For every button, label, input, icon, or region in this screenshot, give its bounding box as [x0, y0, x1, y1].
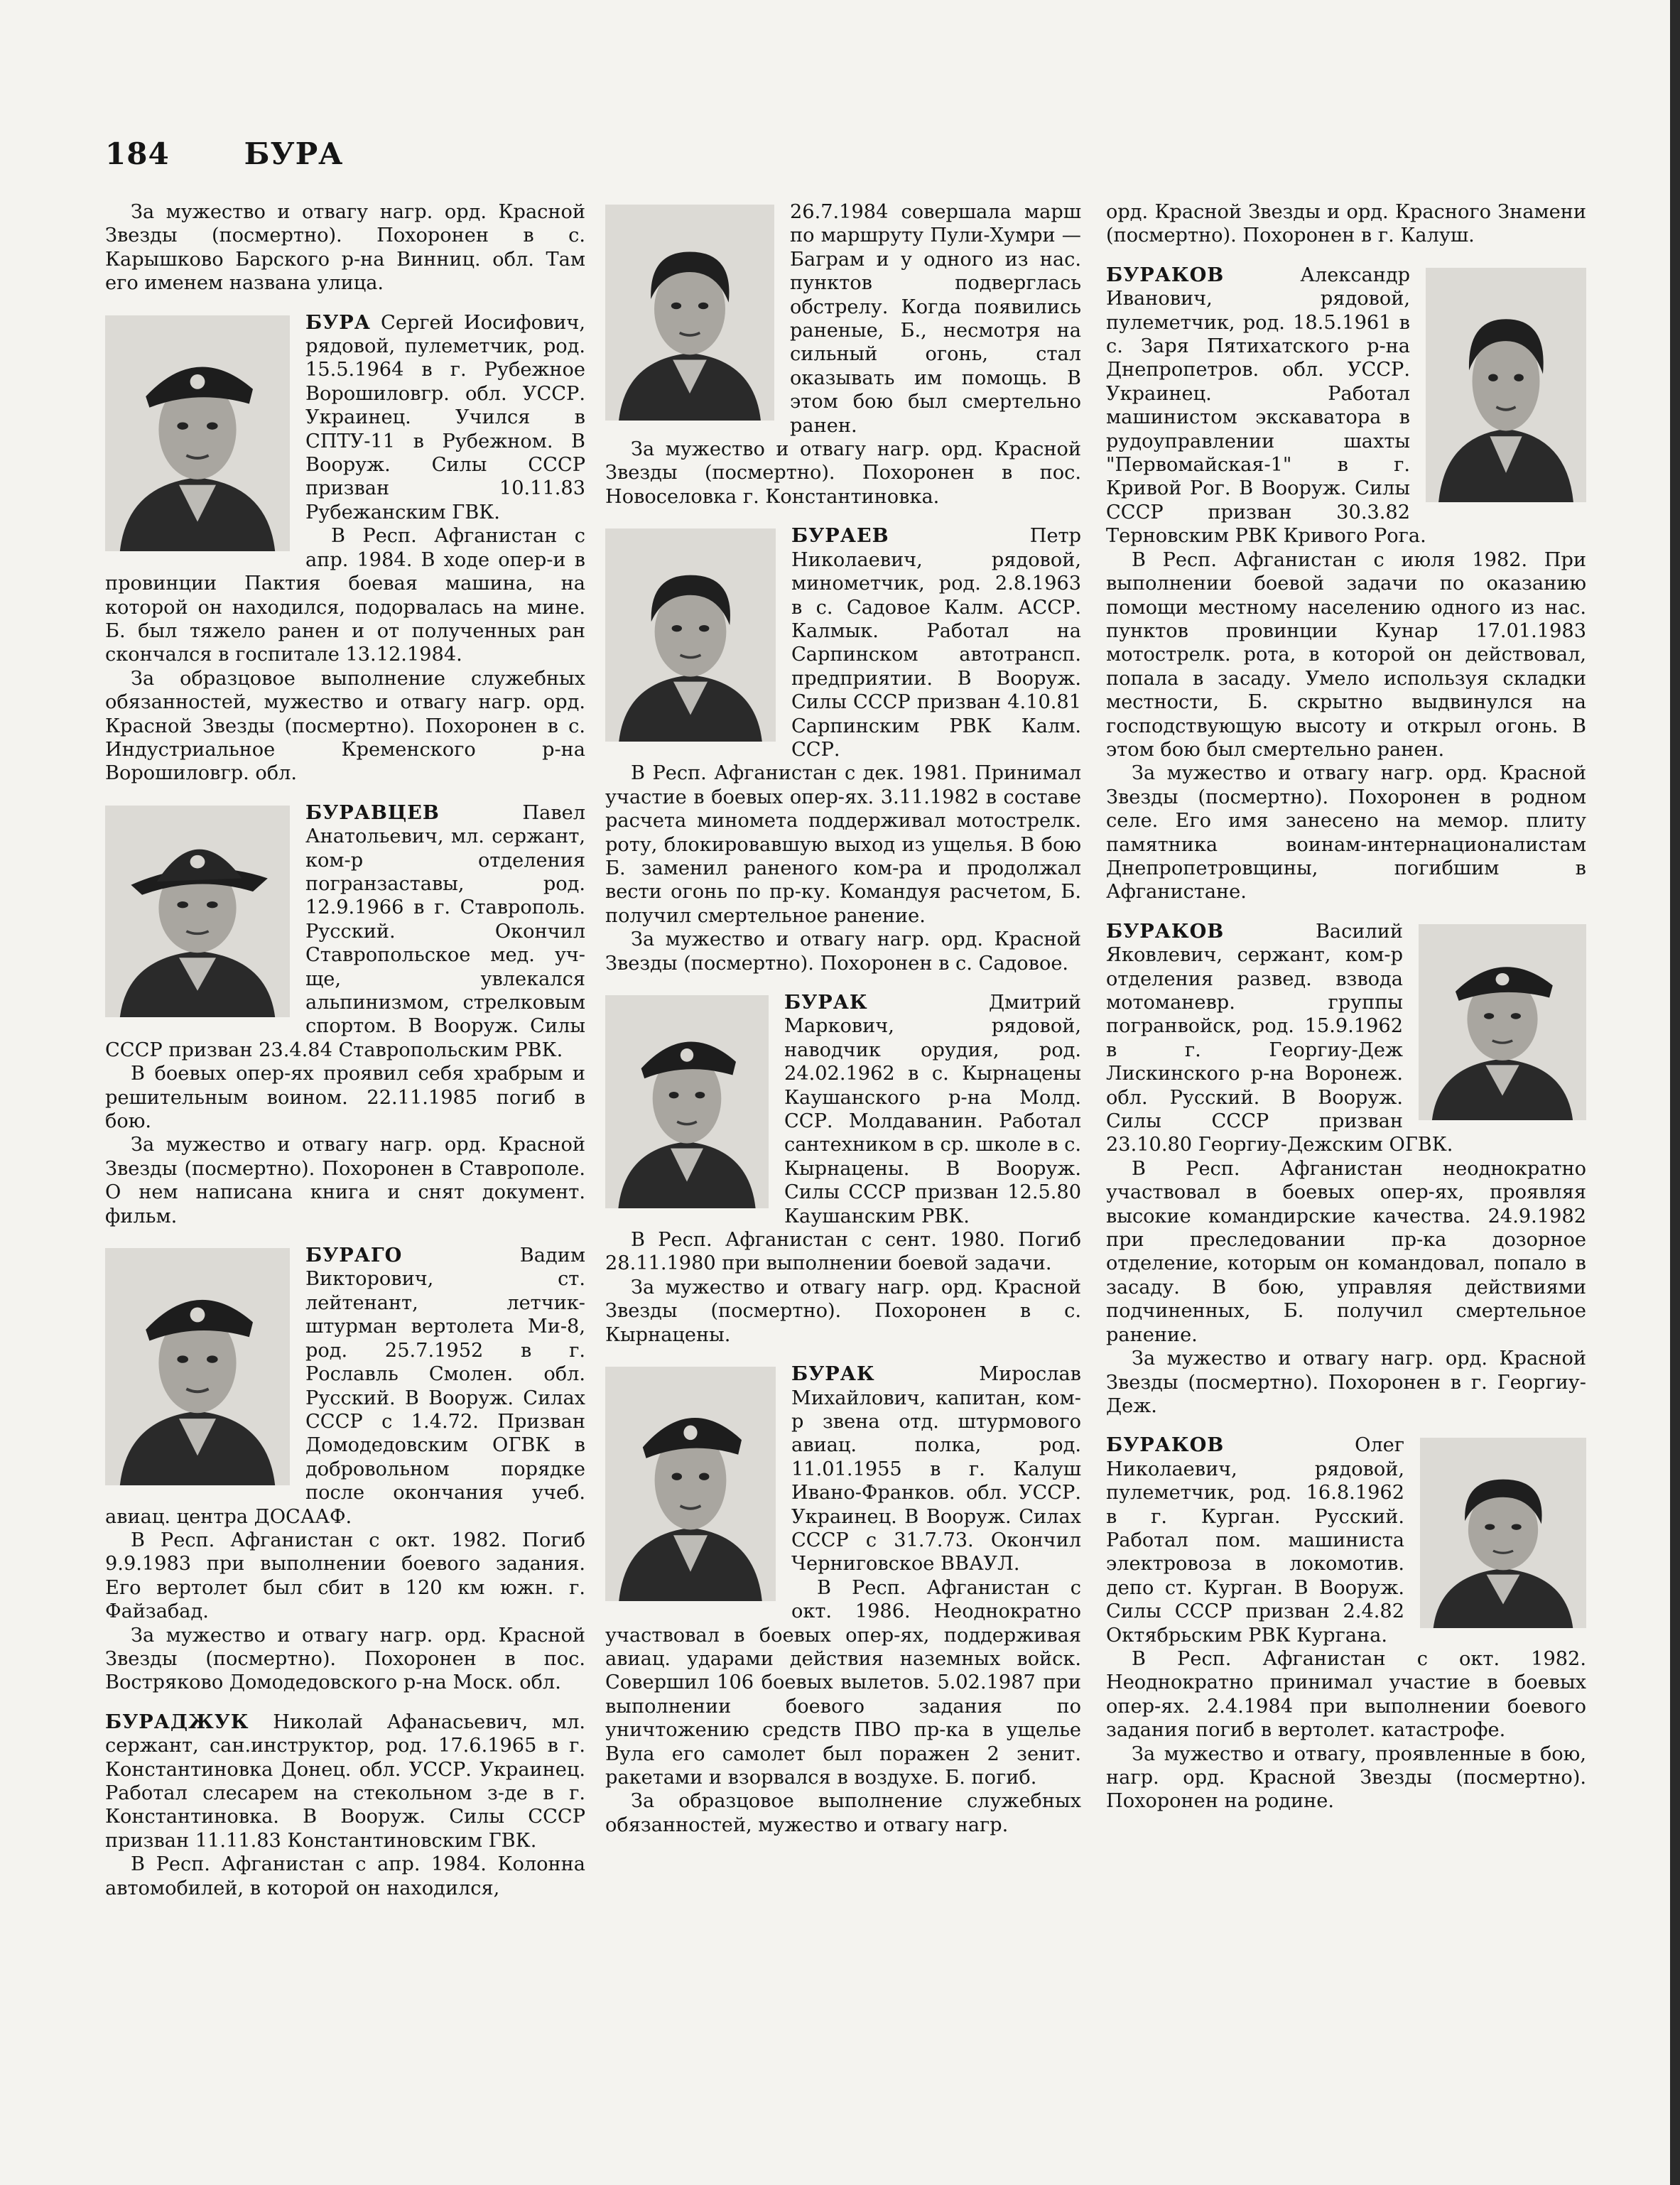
paragraph: За мужество и отвагу нагр. орд. Красной Звезды (посмертно). Похоронен в пос. Новоселовка г. Константиновка.	[605, 438, 1081, 508]
paragraph: В Респ. Афганистан с апр. 1984. Колонна автомобилей, в которой он находился,	[105, 1853, 585, 1899]
entry-buradzhuk	[105, 1710, 585, 1900]
entry-lead-text: Олег Николаевич, рядовой, пулеметчик, род. 16.8.1962 в г. Курган. Русский. Работал пом. машиниста электровоза в локомотив. депо ст. Курган. В Вооруж. Силы СССР призван 2.4.82 Октябрьским РВК Кургана.	[1106, 1434, 1404, 1647]
paragraph: В Респ. Афганистан с окт. 1986. Неоднократно участвовал в боевых опер-ях, поддерживая авиац. ударами действия наземных войск. Совершил 106 боевых вылетов. 5.02.1987 при выполнении боевого задания по уничтожению средств ПВО пр-ка в ущелье Вула его самолет был поражен 2 зенит. ракетами и взорвался в воздухе. Б. погиб.	[605, 1576, 1081, 1789]
column-2	[605, 200, 1081, 1837]
entry-burakov-vasily	[1106, 920, 1586, 1419]
entry-name: БУРА	[305, 310, 371, 334]
portrait-burak-dmitry	[605, 995, 769, 1208]
entry-name: БУРАКОВ	[1106, 263, 1225, 286]
paragraph: В Респ. Афганистан с окт. 1982. Погиб 9.9.1983 при выполнении боевого задания. Его вертолет был сбит в 120 км южн. г. Файзабад.	[105, 1529, 585, 1623]
portrait-image	[605, 528, 776, 742]
paragraph: За мужество и отвагу нагр. орд. Красной Звезды (посмертно). Похоронен в с. Садовое.	[605, 928, 1081, 975]
entry-continuation	[1106, 200, 1586, 248]
entry-name: БУРАГО	[305, 1244, 403, 1267]
entry-continuation	[105, 200, 585, 296]
paragraph: В Респ. Афганистан неоднократно участвовал в боевых опер-ях, проявляя высокие командирские качества. 24.9.1982 при преследовании пр-ка дозорное отделение, которым он командовал, попало в засаду. В бою, управляя действиями подчиненных, Б. получил смертельное ранение.	[1106, 1157, 1586, 1346]
paragraph: За мужество и отвагу нагр. орд. Красной Звезды (посмертно). Похоронен в Ставрополе. О нем написана книга и снят документ. фильм.	[105, 1134, 585, 1227]
portrait-bura	[105, 315, 290, 551]
column-3	[1106, 200, 1586, 1813]
paragraph: 26.7.1984 совершала марш по маршруту Пули-Хумри — Баграм и у одного из нас. пунктов подверглась обстрелу. Когда появились раненые, Б., несмотря на сильный огонь, стал оказывать им помощь. В этом бою был смертельно ранен.	[790, 201, 1081, 437]
portrait-burago	[105, 1248, 290, 1485]
paragraph: За мужество и отвагу, проявленные в бою, нагр. орд. Красной Звезды (посмертно). Похоронен на родине.	[1106, 1742, 1586, 1813]
scan-edge	[1670, 0, 1680, 2185]
column-1	[105, 200, 585, 1900]
entry-lead-text: Александр Иванович, рядовой, пулеметчик, род. 18.5.1961 в с. Заря Пятихатского р-на Днепропетров. обл. УССР. Украинец. Работал машинистом экскаватора в рудоуправлении шахты "Первомайская-1" в г. Кривой Рог. В Вооруж. Силы СССР призван 30.3.82 Терновским РВК Кривого Рога.	[1106, 264, 1426, 548]
portrait-buravtsev	[105, 806, 290, 1017]
paragraph: В Респ. Афганистан с апр. 1984. В ходе опер-и в провинции Пактия боевая машина, на которой он находился, подорвалась на мине. Б. был тяжело ранен и от полученных ран скончался в госпитале 13.12.1984.	[105, 525, 585, 666]
entry-burakov-oleg	[1106, 1433, 1586, 1813]
portrait-image	[1420, 1438, 1586, 1628]
portrait-burakov-alexandr	[1426, 268, 1586, 502]
entry-lead	[105, 1710, 585, 1853]
paragraph: За мужество и отвагу нагр. орд. Красной Звезды (посмертно). Похоронен в с. Карышково Барского р-на Винниц. обл. Там его именем названа улица.	[105, 201, 585, 295]
paragraph: За мужество и отвагу нагр. орд. Красной Звезды (посмертно). Похоронен в пос. Востряково Домодедовского р-на Моск. обл.	[105, 1624, 585, 1694]
entry-name: БУРАЕВ	[791, 524, 889, 548]
paragraph: В Респ. Афганистан с июля 1982. При выполнении боевой задачи по оказанию помощи местному населению одного из нас. пунктов провинции Кунар 17.01.1983 мотострелк. рота, в которой он действовал, попала в засаду. Умело используя складки местности, Б. скрытно выдвинулся на господствующую высоту и открыл огонь. В этом бою был смертельно ранен.	[1106, 548, 1586, 761]
entry-buravtsev	[105, 801, 585, 1228]
portrait-buraev	[605, 528, 776, 742]
portrait-image	[605, 1367, 776, 1601]
paragraph: В боевых опер-ях проявил себя храбрым и решительным воином. 22.11.1985 погиб в бою.	[105, 1063, 585, 1133]
portrait-image	[105, 315, 290, 551]
paragraph: За мужество и отвагу нагр. орд. Красной Звезды (посмертно). Похоронен в родном селе. Его имя занесено на мемор. плиту памятника воинам-интернационалистам Днепропетровщины, погибшим в Афганистане.	[1106, 762, 1586, 904]
entry-name: БУРАК	[791, 1362, 875, 1386]
paragraph: В Респ. Афганистан с дек. 1981. Принимал участие в боевых опер-ях. 3.11.1982 в составе расчета миномета поддерживал мотострелк. роту, блокировавшую выход из ущелья. В бою Б. заменил раненого ком-ра и продолжал вести огонь по пр-ку. Командуя расчетом, Б. получил смертельное ранение.	[605, 762, 1081, 927]
portrait-image	[105, 1248, 290, 1485]
entry-lead-text: Мирослав Михайлович, капитан, ком-р звена отд. штурмового авиац. полка, род. 11.01.1955 в г. Калуш Ивано-Франков. обл. УССР. Украинец. В Вооруж. Силах СССР с 31.7.73. Окончил Черниговское ВВАУЛ.	[791, 1363, 1081, 1576]
paragraph: В Респ. Афганистан с сент. 1980. Погиб 28.11.1980 при выполнении боевой задачи.	[605, 1229, 1081, 1275]
entry-bura	[105, 311, 585, 786]
portrait-burakov-oleg	[1420, 1438, 1586, 1628]
paragraph: За мужество и отвагу нагр. орд. Красной Звезды (посмертно). Похоронен в с. Кырнацены.	[605, 1276, 1081, 1346]
portrait-burakov-vasily	[1419, 924, 1586, 1120]
entry-name: БУРАКОВ	[1106, 1433, 1225, 1457]
entry-lead-text: Вадим Викторович, ст. лейтенант, летчик-штурман вертолета Ми-8, род. 25.7.1952 в г. Рославль Смолен. обл. Русский. В Вооруж. Силах СССР с 1.4.72. Призван Домодедовским ОГВК в добровольном порядке после окончания учеб. авиац. центра ДОСААФ.	[105, 1245, 585, 1528]
entry-lead-text: Павел Анатольевич, мл. сержант, ком-р отделения погранзаставы, род. 12.9.1966 в г. Ставрополь. Русский. Окончил Ставропольское мед. уч-ще, увлекался альпинизмом, стрелковым спортом. В Вооруж. Силы СССР призван 23.4.84 Ставропольским РВК.	[105, 801, 585, 1061]
entry-burago	[105, 1244, 585, 1695]
portrait-image	[105, 806, 290, 1017]
page-number: 184	[105, 136, 170, 171]
entry-name: БУРАК	[784, 991, 868, 1014]
running-head: БУРА	[244, 136, 344, 171]
entry-lead-text: Василий Яковлевич, сержант, ком-р отделения развед. взвода мотоманевр. группы погранвойск, род. 15.9.1962 в г. Георгиу-Деж Лискинского р-на Воронеж. обл. Русский. В Вооруж. Силы СССР призван 23.10.80 Георгиу-Дежским ОГВК.	[1106, 920, 1453, 1156]
entry-name: БУРАДЖУК	[105, 1710, 249, 1733]
entry-lead-text: Дмитрий Маркович, рядовой, наводчик орудия, род. 24.02.1962 в с. Кырнацены Каушанского р-на Молд. ССР. Молдаванин. Работал сантехником в ср. школе в с. Кырнацены. В Вооруж. Силы СССР призван 12.5.80 Каушанским РВК.	[784, 992, 1081, 1227]
entry-lead-text: Николай Афанасьевич, мл. сержант, сан.инструктор, род. 17.6.1965 в г. Константиновка Донец. обл. УССР. Украинец. Работал слесарем на стекольном з-де в г. Константиновка. В Вооруж. Силы СССР призван 11.11.83 Константиновским ГВК.	[105, 1710, 585, 1852]
entry-burak-dmitry	[605, 991, 1081, 1347]
portrait-image	[1426, 268, 1586, 502]
paragraph: За мужество и отвагу нагр. орд. Красной Звезды (посмертно). Похоронен в г. Георгиу-Деж.	[1106, 1348, 1586, 1417]
entry-burakov-alexandr	[1106, 264, 1586, 904]
portrait-burak-miroslav	[605, 1367, 776, 1601]
portrait-image	[605, 205, 774, 421]
paragraph: В Респ. Афганистан с окт. 1982. Неоднократно принимал участие в боевых опер-ях. 2.4.1984 при выполнении боевого задания погиб в вертолет. катастрофе.	[1106, 1647, 1586, 1742]
entry-lead-text: Сергей Иосифович, рядовой, пулеметчик, род. 15.5.1964 в г. Рубежное Ворошиловгр. обл. УССР. Украинец. Учился в СПТУ-11 в Рубежном. В Вооруж. Силы СССР призван 10.11.83 Рубежанским ГВК.	[305, 311, 585, 524]
paragraph: За образцовое выполнение служебных обязанностей, мужество и отвагу нагр. орд. Красной Звезды (посмертно). Похоронен в с. Индустриальное Кременского р-на Ворошиловгр. обл.	[105, 667, 585, 785]
entry-continuation	[605, 200, 1081, 509]
paragraph: орд. Красной Звезды и орд. Красного Знамени (посмертно). Похоронен в г. Калуш.	[1106, 201, 1586, 247]
paragraph: За образцовое выполнение служебных обязанностей, мужество и отвагу нагр.	[605, 1790, 1081, 1836]
entry-name: БУРАКОВ	[1106, 919, 1225, 943]
entry-name: БУРАВЦЕВ	[305, 801, 440, 824]
portrait-image	[605, 995, 769, 1208]
entry-burak-miroslav	[605, 1362, 1081, 1837]
portrait-buradzhuk	[605, 205, 774, 421]
page-header	[105, 136, 343, 171]
portrait-image	[1419, 924, 1586, 1120]
entry-buraev	[605, 524, 1081, 975]
entry-lead-text: Петр Николаевич, рядовой, минометчик, род. 2.8.1963 в с. Садовое Калм. АССР. Калмык. Работал на Сарпинском автотрансп. предприятии. В Вооруж. Силы СССР призван 4.10.81 Сарпинским РВК Калм. ССР.	[791, 525, 1081, 761]
